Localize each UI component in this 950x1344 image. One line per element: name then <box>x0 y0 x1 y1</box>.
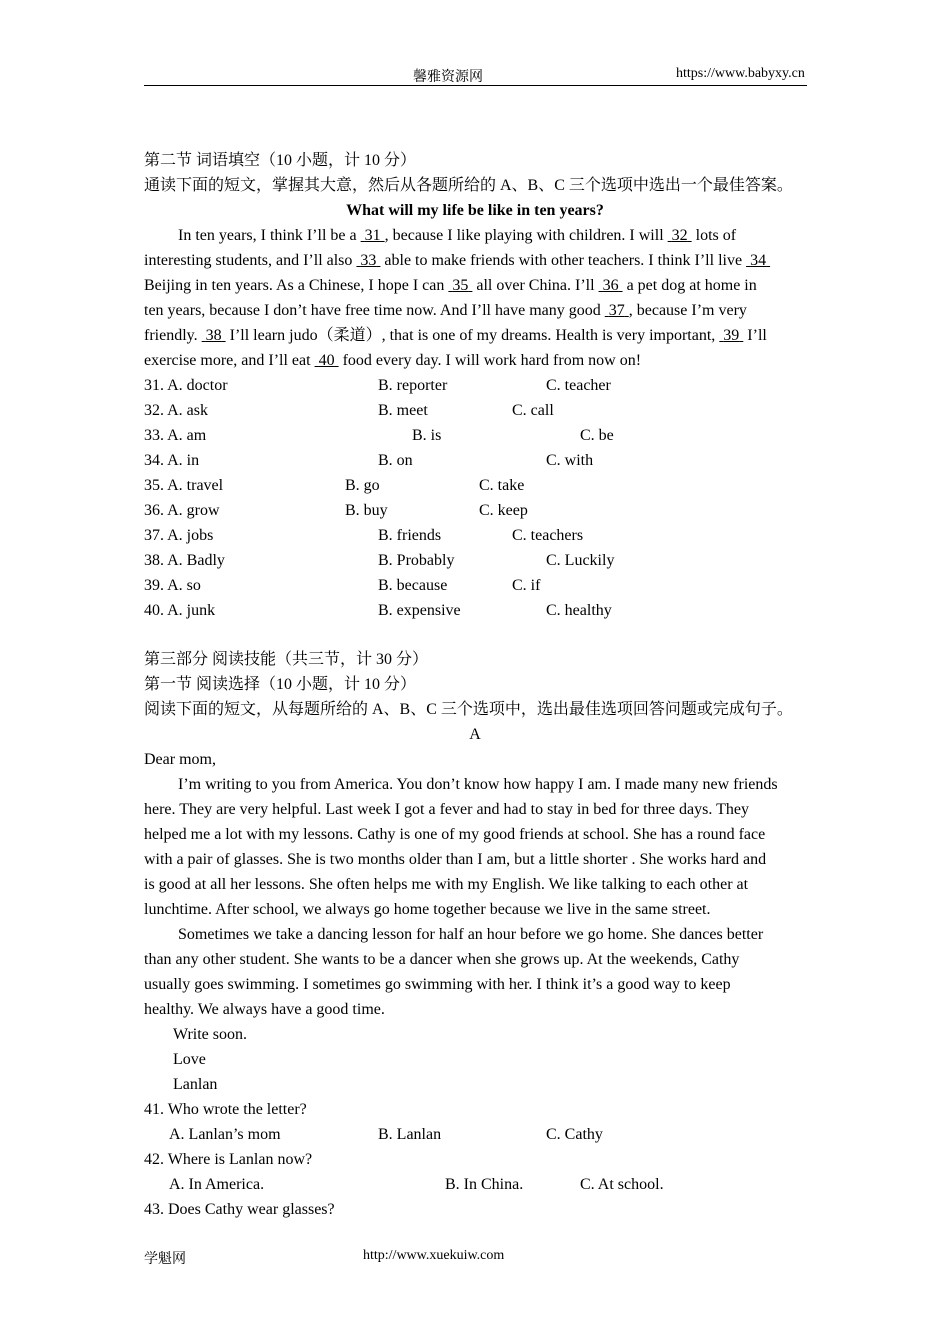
part3-heading: 第三部分 阅读技能（共三节，计 30 分） <box>144 651 429 668</box>
option-a[interactable]: 32. A. ask <box>144 402 208 419</box>
letter-signature: Lanlan <box>173 1076 218 1093</box>
option-b[interactable]: B. is <box>412 427 442 444</box>
part3-subheading: 第一节 阅读选择（10 小题，计 10 分） <box>144 676 417 693</box>
footer-site-url[interactable]: http://www.xuekuiw.com <box>363 1248 505 1263</box>
letter-line: is good at all her lessons. She often helps me with my English. We like talking to each other at <box>144 876 749 893</box>
letter-line: I’m writing to you from America. You don’t know how happy I am. I made many new friends <box>178 776 778 793</box>
passage-line-6: exercise more, and I’ll eat 40 food every day. I will work hard from now on! <box>144 352 642 369</box>
option-a[interactable]: 36. A. grow <box>144 502 220 519</box>
section2-instruction: 通读下面的短文，掌握其大意，然后从各题所给的 A、B、C 三个选项中选出一个最佳答案。 <box>144 177 793 194</box>
passage-title: What will my life be like in ten years? <box>346 202 604 219</box>
passage-line-2: interesting students, and I’ll also 33 able to make friends with other teachers. I think I’ll live 34 <box>144 248 770 273</box>
option-b[interactable]: B. Probably <box>378 552 455 569</box>
option-c[interactable]: C. At school. <box>580 1176 664 1193</box>
blank-39: 39 <box>723 327 740 344</box>
option-b[interactable]: B. Lanlan <box>378 1126 442 1143</box>
letter-line: Sometimes we take a dancing lesson for half an hour before we go home. She dances better <box>178 926 764 943</box>
option-b[interactable]: B. In China. <box>445 1176 524 1193</box>
option-b[interactable]: B. friends <box>378 527 442 544</box>
blank-35: 35 <box>452 277 469 294</box>
blank-34: 34 <box>750 252 767 269</box>
passage-line-1: In ten years, I think I’ll be a 31 , because I like playing with children. I will 32 lots of <box>178 227 737 244</box>
question-41: 41. Who wrote the letter? <box>144 1101 307 1118</box>
letter-closing: Love <box>173 1051 206 1068</box>
footer-site-name: 学魁网 <box>144 1252 186 1267</box>
option-a[interactable]: 40. A. junk <box>144 602 216 619</box>
option-c[interactable]: C. keep <box>479 502 528 519</box>
option-b[interactable]: B. expensive <box>378 602 461 619</box>
blank-38: 38 <box>205 327 222 344</box>
letter-line: lunchtime. After school, we always go home together because we live in the same street. <box>144 901 711 918</box>
letter-greeting: Dear mom, <box>144 751 216 768</box>
option-a[interactable]: 38. A. Badly <box>144 552 225 569</box>
letter-line: with a pair of glasses. She is two months older than I am, but a little shorter . She works hard and <box>144 851 767 868</box>
blank-32: 32 <box>671 227 688 244</box>
letter-line: helped me a lot with my lessons. Cathy is one of my good friends at school. She has a round face <box>144 826 766 843</box>
letter-line: healthy. We always have a good time. <box>144 1001 385 1018</box>
option-a[interactable]: 35. A. travel <box>144 477 224 494</box>
blank-31: 31 <box>364 227 381 244</box>
option-b[interactable]: B. on <box>378 452 413 469</box>
header-divider <box>144 85 807 86</box>
letter-closing: Write soon. <box>173 1026 248 1043</box>
question-42: 42. Where is Lanlan now? <box>144 1151 313 1168</box>
part3-instruction: 阅读下面的短文，从每题所给的 A、B、C 三个选项中，选出最佳选项回答问题或完成句子。 <box>144 701 793 718</box>
option-a[interactable]: 34. A. in <box>144 452 200 469</box>
letter-line: here. They are very helpful. Last week I got a fever and had to stay in bed for three days. They <box>144 801 749 818</box>
option-c[interactable]: C. Cathy <box>546 1126 603 1143</box>
question-43: 43. Does Cathy wear glasses? <box>144 1201 335 1218</box>
option-b[interactable]: B. buy <box>345 502 388 519</box>
passage-line-4: ten years, because I don’t have free time now. And I’ll have many good 37 , because I’m very <box>144 302 747 319</box>
option-b[interactable]: B. because <box>378 577 448 594</box>
option-c[interactable]: C. with <box>546 452 594 469</box>
letter-line: than any other student. She wants to be a dancer when she grows up. At the weekends, Cathy <box>144 951 740 968</box>
option-b[interactable]: B. reporter <box>378 377 448 394</box>
option-a[interactable]: A. Lanlan’s mom <box>169 1126 281 1143</box>
passage-label: A <box>469 726 481 743</box>
blank-36: 36 <box>602 277 619 294</box>
header-site-url[interactable]: https://www.babyxy.cn <box>676 66 805 81</box>
option-c[interactable]: C. Luckily <box>546 552 615 569</box>
option-c[interactable]: C. take <box>479 477 525 494</box>
letter-line: usually goes swimming. I sometimes go swimming with her. I think it’s a good way to keep <box>144 976 731 993</box>
option-a[interactable]: A. In America. <box>169 1176 265 1193</box>
header-site-name: 馨雅资源网 <box>413 70 483 85</box>
option-b[interactable]: B. go <box>345 477 380 494</box>
option-a[interactable]: 33. A. am <box>144 427 207 444</box>
passage-line-3: Beijing in ten years. As a Chinese, I hope I can 35 all over China. I’ll 36 a pet dog at home in <box>144 277 757 294</box>
blank-37: 37 <box>608 302 625 319</box>
option-a[interactable]: 37. A. jobs <box>144 527 214 544</box>
passage-line-5: friendly. 38 I’ll learn judo（柔道）, that is one of my dreams. Health is very important, 39 I’ll <box>144 327 767 344</box>
option-c[interactable]: C. teacher <box>546 377 611 394</box>
option-c[interactable]: C. be <box>580 427 614 444</box>
option-c[interactable]: C. teachers <box>512 527 584 544</box>
option-c[interactable]: C. call <box>512 402 554 419</box>
option-a[interactable]: 39. A. so <box>144 577 201 594</box>
option-c[interactable]: C. healthy <box>546 602 612 619</box>
blank-33: 33 <box>360 252 377 269</box>
option-a[interactable]: 31. A. doctor <box>144 377 228 394</box>
option-c[interactable]: C. if <box>512 577 541 594</box>
option-b[interactable]: B. meet <box>378 402 428 419</box>
blank-40: 40 <box>318 352 335 369</box>
section2-heading: 第二节 词语填空（10 小题，计 10 分） <box>144 152 417 169</box>
